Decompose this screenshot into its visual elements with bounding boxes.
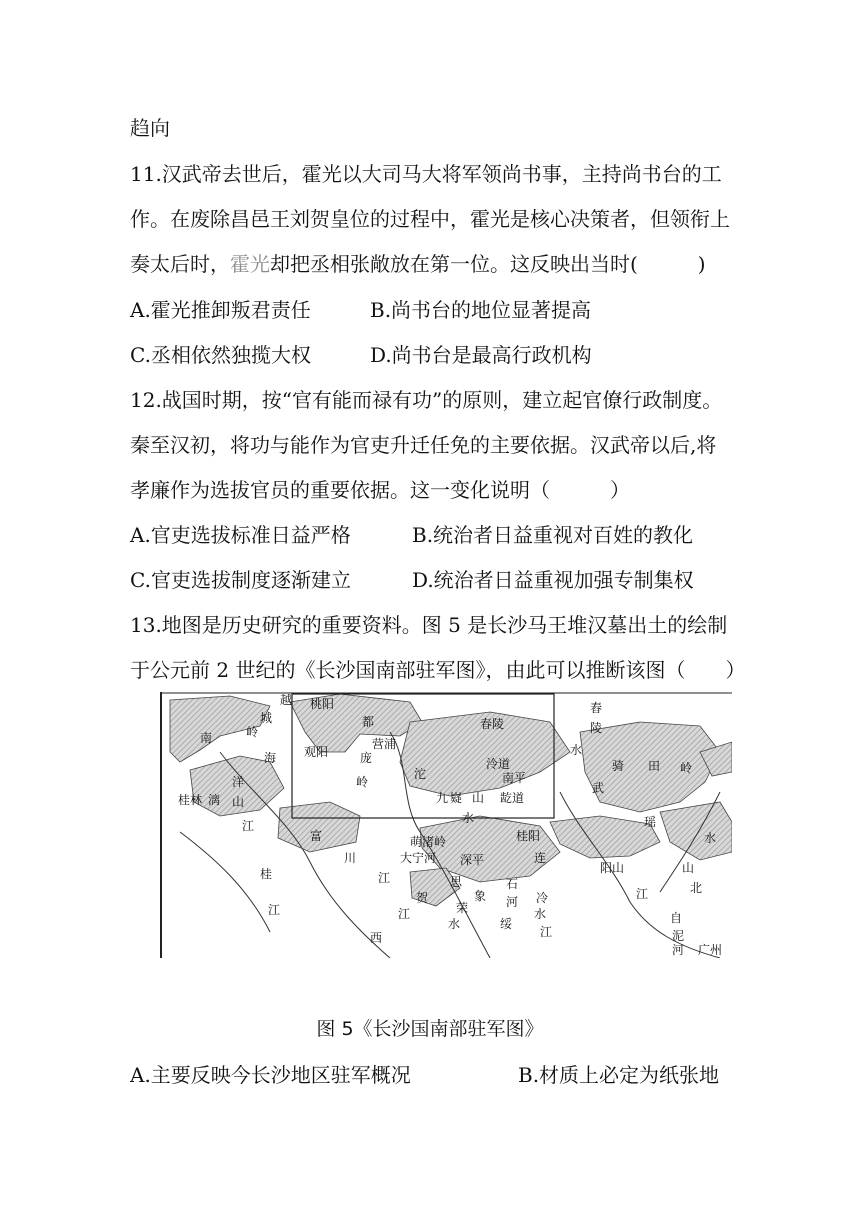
map-label: 观阳	[304, 745, 329, 759]
map-label: 思	[450, 875, 463, 889]
map-label: 江	[268, 903, 281, 917]
map-label: 九	[436, 791, 449, 805]
map-label: 武	[592, 781, 605, 795]
map-label: 洋	[232, 775, 245, 789]
map-label: 瑶	[644, 815, 657, 829]
map-label: 舂	[590, 701, 603, 715]
question-12-line-2: 秦至汉初，将功与能作为官吏升迁任免的主要依据。汉武帝以后,将	[130, 433, 717, 457]
map-label: 泠道	[486, 757, 511, 771]
question-11-line-2: 作。在废除昌邑王刘贺皇位的过程中，霍光是核心决策者，但领衔上	[130, 207, 730, 231]
map-label: 岭	[246, 725, 259, 739]
map-label: 江	[636, 887, 649, 901]
map-label: 冷	[536, 891, 549, 905]
q11-option-a: A.霍光推卸叛君责任	[130, 298, 311, 322]
map-label: 岭	[680, 761, 693, 775]
map-label: 泥	[672, 929, 685, 943]
question-12-line-1: 12.战国时期，按“官有能而禄有功”的原则，建立起官僚行政制度。	[130, 388, 723, 412]
map-label: 沱	[414, 767, 427, 781]
map-label: 江	[540, 925, 553, 939]
question-13-line-1: 13.地图是历史研究的重要资料。图 5 是长沙马王堆汉墓出土的绘制	[130, 613, 728, 637]
figure-caption: 图 5《长沙国南部驻军图》	[316, 1018, 544, 1040]
map-label: 嶷	[450, 791, 463, 805]
map-label: 江	[242, 819, 255, 833]
q13-option-a: A.主要反映今长沙地区驻军概况	[130, 1063, 411, 1087]
map-label: 桃阳	[310, 697, 335, 711]
map-label: 南平	[502, 771, 527, 785]
map-label: 绥	[500, 917, 513, 931]
q12-option-d: D.统治者日益重视加强专制集权	[412, 568, 694, 592]
map-label: 营浦	[372, 737, 397, 751]
map-label: 骑	[612, 759, 625, 773]
map-label: 龁道	[500, 791, 525, 805]
map-label: 阳山	[600, 861, 625, 875]
map-label: 水	[534, 907, 547, 921]
map-label: 江	[398, 907, 411, 921]
map-label: 南	[200, 731, 213, 745]
q11-text-c: 却把丞相张敞放在第一位。这反映出当时( )	[270, 252, 706, 276]
map-label: 山	[232, 795, 245, 809]
map-label: 连	[534, 851, 547, 865]
map-label: 水	[704, 831, 717, 845]
map-label: 河	[672, 943, 685, 957]
map-label: 富	[310, 829, 323, 843]
map-label: 越	[280, 693, 293, 707]
map-label: 岭	[356, 775, 369, 789]
map-label: 广州	[698, 943, 723, 957]
map-label: 山	[472, 791, 485, 805]
map-label: 桂	[260, 867, 273, 881]
map-label: 西	[370, 931, 383, 945]
q12-option-a: A.官吏选拔标准日益严格	[130, 523, 351, 547]
map-label: 象	[474, 889, 487, 903]
q11-text-gray: 霍光	[230, 252, 270, 276]
map-label: 庞	[360, 751, 373, 765]
map-label: 石	[506, 877, 519, 891]
question-13-line-2: 于公元前 2 世纪的《长沙国南部驻军图》，由此可以推断该图（ ）	[130, 658, 746, 682]
map-label: 桂林	[178, 793, 203, 807]
map-label: 水	[462, 811, 475, 825]
map-label: 大宁河	[400, 851, 437, 865]
line-l0: 趋向	[130, 116, 170, 140]
q11-option-c: C.丞相依然独揽大权	[130, 343, 311, 367]
map-label: 北	[690, 881, 703, 895]
map-label: 山	[682, 861, 695, 875]
map-label: 水	[448, 917, 461, 931]
q12-option-c: C.官吏选拔制度逐渐建立	[130, 568, 351, 592]
q11-option-b: B.尚书台的地位显著提高	[370, 298, 592, 322]
garrison-map-figure	[160, 692, 732, 958]
map-label: 萌渚岭	[410, 835, 447, 849]
q12-option-b: B.统治者日益重视对百姓的教化	[412, 523, 694, 547]
map-label: 川	[344, 851, 357, 865]
map-label: 贺	[416, 891, 429, 905]
map-label: 田	[648, 759, 661, 773]
map-label: 自	[670, 911, 683, 925]
map-label: 水	[570, 743, 583, 757]
map-label: 荣	[456, 901, 469, 915]
map-label: 桂阳	[516, 829, 541, 843]
q11-option-d: D.尚书台是最高行政机构	[370, 343, 592, 367]
map-label: 漓	[208, 793, 221, 807]
map-label: 河	[506, 895, 519, 909]
q11-text-a: 奏太后时，	[130, 252, 230, 276]
map-label: 深平	[460, 853, 485, 867]
q13-option-b: B.材质上必定为纸张地	[518, 1063, 720, 1087]
map-label: 海	[264, 751, 277, 765]
map-label: 江	[378, 871, 391, 885]
map-label: 春陵	[480, 717, 505, 731]
question-11-line-1: 11.汉武帝去世后，霍光以大司马大将军领尚书事，主持尚书台的工	[130, 162, 722, 186]
question-12-line-3: 孝廉作为选拔官员的重要依据。这一变化说明（ ）	[130, 478, 630, 502]
map-label: 城	[260, 711, 273, 725]
map-label: 陵	[590, 721, 603, 735]
map-label: 都	[362, 715, 375, 729]
question-11-line-3	[130, 250, 706, 278]
